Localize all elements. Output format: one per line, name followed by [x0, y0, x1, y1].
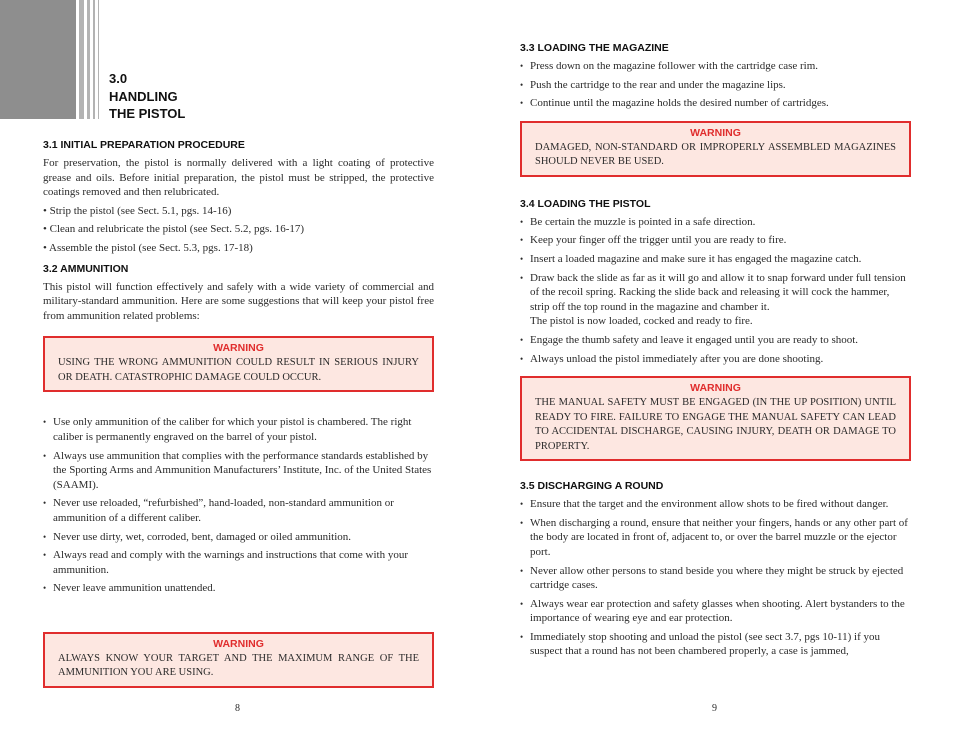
list-item: • Continue until the magazine holds the desired number of cartridges. [520, 96, 911, 111]
list-item: • Immediately stop shooting and unload the pistol (see sect 3.7, pgs 10-11) if you suspect that a round has not been chambered properly, a case is jammed, [520, 630, 911, 659]
list-item: • Use only ammunition of the caliber for which your pistol is chambered. The right caliber is permanently engraved on the barrel of your pistol. [43, 415, 434, 444]
list-item: • Assemble the pistol (see Sect. 5.3, pgs. 17-18) [43, 241, 253, 254]
warning-text: ALWAYS KNOW YOUR TARGET AND THE MAXIMUM RANGE OF THE AMMUNITION YOU ARE USING. [58, 652, 419, 679]
chapter-title-line: THE PISTOL [109, 106, 186, 121]
bullet-list [520, 497, 911, 659]
left-page-column [43, 138, 434, 688]
list-item: • Insert a loaded magazine and make sure it has engaged the magazine catch. [520, 252, 911, 267]
warning-text: DAMAGED, NON-STANDARD OR IMPROPERLY ASSEMBLED MAGAZINES SHOULD NEVER BE USED. [535, 141, 896, 168]
decorative-bar [87, 0, 90, 119]
list-item: • Push the cartridge to the rear and under the magazine lips. [520, 78, 911, 93]
list-item-text: Draw back the slide as far as it will go and allow it to snap forward under full tension of the recoil spring. Racking the slide back and releasing it will cock the hammer, strip off the top round in the magazine and chamber it. [530, 271, 906, 313]
warning-title: WARNING [213, 637, 264, 650]
list-item: • Always read and comply with the warnings and instructions that come with your ammunition. [43, 548, 434, 577]
list-item: • Never allow other persons to stand beside you where they might be struck by ejected cartridge cases. [520, 564, 911, 593]
corner-gray-block [0, 0, 76, 119]
list-item-text: The pistol is now loaded, cocked and ready to fire. [530, 315, 753, 328]
chapter-number: 3.0 [109, 71, 128, 86]
list-item: • Never use reloaded, “refurbished”, hand-loaded, non-standard ammunition or ammunition of a different caliber. [43, 496, 434, 525]
warning-title: WARNING [690, 382, 741, 395]
section-heading: 3.3 LOADING THE MAGAZINE [520, 42, 669, 54]
warning-box [43, 632, 434, 688]
list-item: • Be certain the muzzle is pointed in a safe direction. [520, 215, 911, 230]
list-item: • Always unload the pistol immediately after you are done shooting. [520, 352, 911, 367]
page-number-left: 8 [235, 703, 240, 714]
chapter-title [109, 70, 259, 123]
decorative-bar [98, 0, 99, 119]
decorative-bar [93, 0, 95, 119]
list-item: • Strip the pistol (see Sect. 5.1, pgs. 14-16) [43, 204, 232, 217]
decorative-bar [79, 0, 84, 119]
section-heading: 3.1 INITIAL PREPARATION PROCEDURE [43, 139, 245, 151]
section-heading: 3.4 LOADING THE PISTOL [520, 197, 651, 210]
list-item: • Ensure that the target and the environment allow shots to be fired without danger. [520, 497, 911, 512]
paragraph: For preservation, the pistol is normally delivered with a light coating of protective grease and oils. Before initial preparation, the pistol must be stripped, the protective coatings removed and then relubricated. [43, 157, 434, 199]
list-item: • When discharging a round, ensure that neither your fingers, hands or any other part of the body are located in front of, adjacent to, or over the barrel muzzle or the ejector port. [520, 516, 911, 560]
list-item: • Always use ammunition that complies with the performance standards established by the Sporting Arms and Ammunition Manufacturers’ Institute, Inc. of the United States (SAAMI). [43, 449, 434, 493]
page-number-right: 9 [712, 703, 717, 714]
list-item [520, 271, 911, 329]
warning-box [520, 376, 911, 461]
list-item: • Keep your finger off the trigger until you are ready to fire. [520, 233, 911, 248]
list-item: • Never use dirty, wet, corroded, bent, damaged or oiled ammunition. [43, 530, 434, 545]
warning-box [43, 336, 434, 392]
warning-text: USING THE WRONG AMMUNITION COULD RESULT IN SERIOUS INJURY OR DEATH. CATASTROPHIC DAMAGE COULD OCCUR. [58, 357, 419, 383]
right-page-column [520, 41, 911, 663]
warning-title: WARNING [690, 126, 741, 139]
list-item: • Clean and relubricate the pistol (see Sect. 5.2, pgs. 16-17) [43, 223, 305, 236]
warning-box [520, 121, 911, 177]
bullet-list [520, 59, 911, 111]
list-item: • Never leave ammunition unattended. [43, 581, 434, 596]
list-item: • Press down on the magazine follower with the cartridge case rim. [520, 59, 911, 74]
chapter-title-line: HANDLING [109, 88, 178, 104]
section-heading: 3.5 DISCHARGING A ROUND [520, 480, 664, 493]
warning-text: THE MANUAL SAFETY MUST BE ENGAGED (IN THE UP POSITION) UNTIL READY TO FIRE. FAILURE TO ENGAGE THE MANUAL SAFETY CAN LEAD TO ACCIDENTAL DISCHARGE, CAUSING INJURY, DEATH OR DAMAGE TO PROPERTY. [535, 397, 896, 452]
bullet-list [520, 215, 911, 366]
bullet-list [43, 415, 434, 596]
list-item: • Engage the thumb safety and leave it engaged until you are ready to shoot. [520, 333, 911, 348]
list-item: • Always wear ear protection and safety glasses when shooting. Alert bystanders to the importance of wearing eye and ear protection. [520, 597, 911, 626]
section-heading: 3.2 AMMUNITION [43, 262, 129, 275]
paragraph: This pistol will function effectively and safely with a wide variety of commercial and military-standard ammunition. Here are some suggestions that will keep your pistol free from ammunition related problems: [43, 280, 434, 322]
warning-title: WARNING [213, 342, 264, 355]
